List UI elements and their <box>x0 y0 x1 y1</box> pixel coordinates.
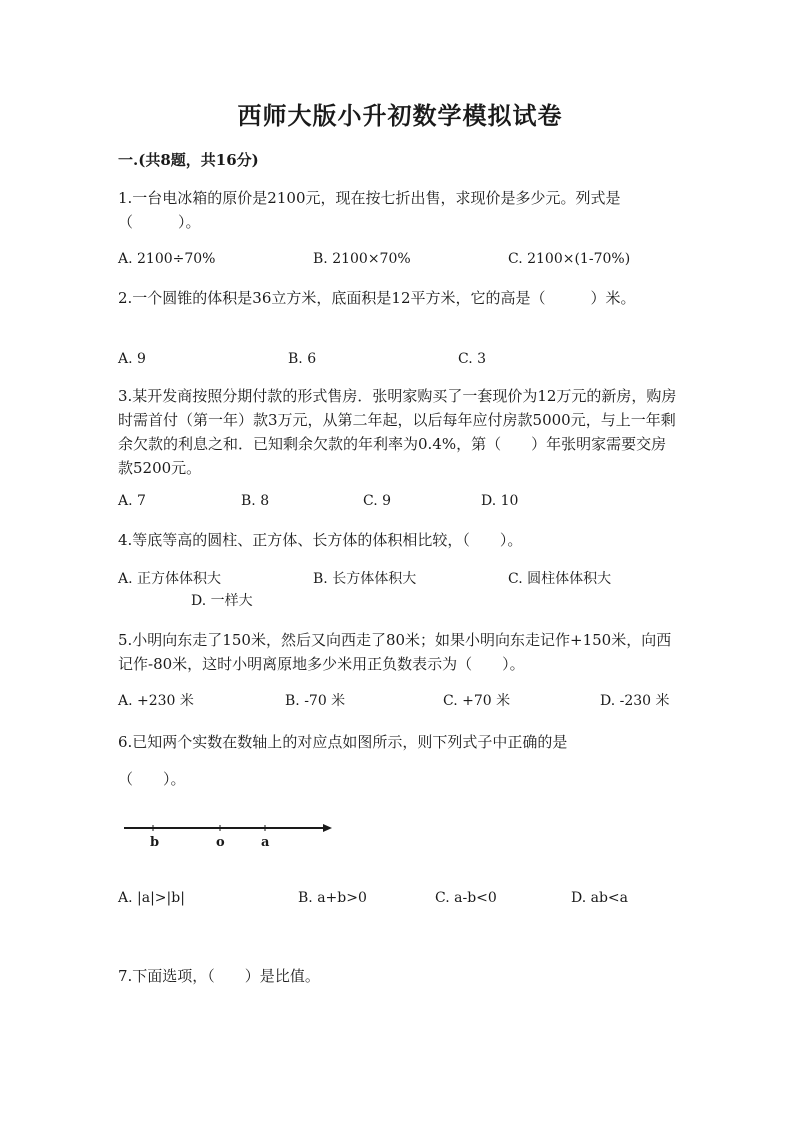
question-1-option-c[interactable]: C. 2100×(1-70%) <box>508 251 631 267</box>
question-6-text: 6.已知两个实数在数轴上的对应点如图所示，则下列式子中正确的是 <box>118 733 568 751</box>
question-1-option-a[interactable]: A. 2100÷70% <box>118 251 216 267</box>
question-5-option-c[interactable]: C. +70 米 <box>443 693 511 709</box>
question-3-option-b[interactable]: B. 8 <box>241 493 270 509</box>
question-1-option-b[interactable]: B. 2100×70% <box>313 251 411 267</box>
question-6-option-b[interactable]: B. a+b>0 <box>298 890 367 906</box>
question-4-option-b[interactable]: B. 长方体体积大 <box>313 571 417 587</box>
page-title: 西师大版小升初数学模拟试卷 <box>237 101 563 130</box>
question-1-text: 1.一台电冰箱的原价是2100元，现在按七折出售，求现价是多少元。列式是（ ）。 <box>118 189 621 231</box>
question-3-option-c[interactable]: C. 9 <box>363 493 392 509</box>
question-2-option-b[interactable]: B. 6 <box>288 351 317 367</box>
question-6-option-a[interactable]: A. |a|>|b| <box>118 890 185 906</box>
question-2-option-c[interactable]: C. 3 <box>458 351 487 367</box>
question-3-text: 3.某开发商按照分期付款的形式售房．张明家购买了一套现价为12万元的新房，购房时需首付（第一年）款3万元，从第二年起，以后每年应付房款5000元，与上一年剩余欠款的利息之和．已知剩余欠款的年利率为0.4%，第（ ）年张明家需要交房款5200元。 <box>118 387 677 477</box>
axis-label-a: a <box>261 835 270 850</box>
question-4-option-a[interactable]: A. 正方体体积大 <box>118 571 222 587</box>
number-line-arrowhead <box>323 824 332 832</box>
question-5-option-d[interactable]: D. -230 米 <box>600 693 670 709</box>
question-3-option-a[interactable]: A. 7 <box>118 493 146 509</box>
question-5-option-b[interactable]: B. -70 米 <box>285 693 346 709</box>
section-heading: 一.(共8题，共16分) <box>118 151 259 169</box>
question-6-blank: （ ）。 <box>118 770 186 788</box>
question-7-text: 7.下面选项，（ ）是比值。 <box>118 967 320 985</box>
question-6-option-c[interactable]: C. a-b<0 <box>435 890 497 906</box>
axis-label-o: o <box>216 835 225 850</box>
question-4-option-c[interactable]: C. 圆柱体体积大 <box>508 571 612 587</box>
question-5-text: 5.小明向东走了150米，然后又向西走了80米；如果小明向东走记作+150米，向西记作-80米，这时小明离原地多少米用正负数表示为（ ）。 <box>118 631 672 673</box>
question-2-option-a[interactable]: A. 9 <box>118 351 146 367</box>
question-4-option-d[interactable]: D. 一样大 <box>191 593 253 609</box>
axis-label-b: b <box>150 835 160 850</box>
question-3-option-d[interactable]: D. 10 <box>481 493 519 509</box>
question-2-text: 2.一个圆锥的体积是36立方米，底面积是12平方米，它的高是（ ）米。 <box>118 289 636 307</box>
question-5-option-a[interactable]: A. +230 米 <box>118 693 194 709</box>
question-4-text: 4.等底等高的圆柱、正方体、长方体的体积相比较，（ ）。 <box>118 531 523 549</box>
question-6-option-d[interactable]: D. ab<a <box>571 890 629 906</box>
number-line-figure <box>120 818 340 858</box>
